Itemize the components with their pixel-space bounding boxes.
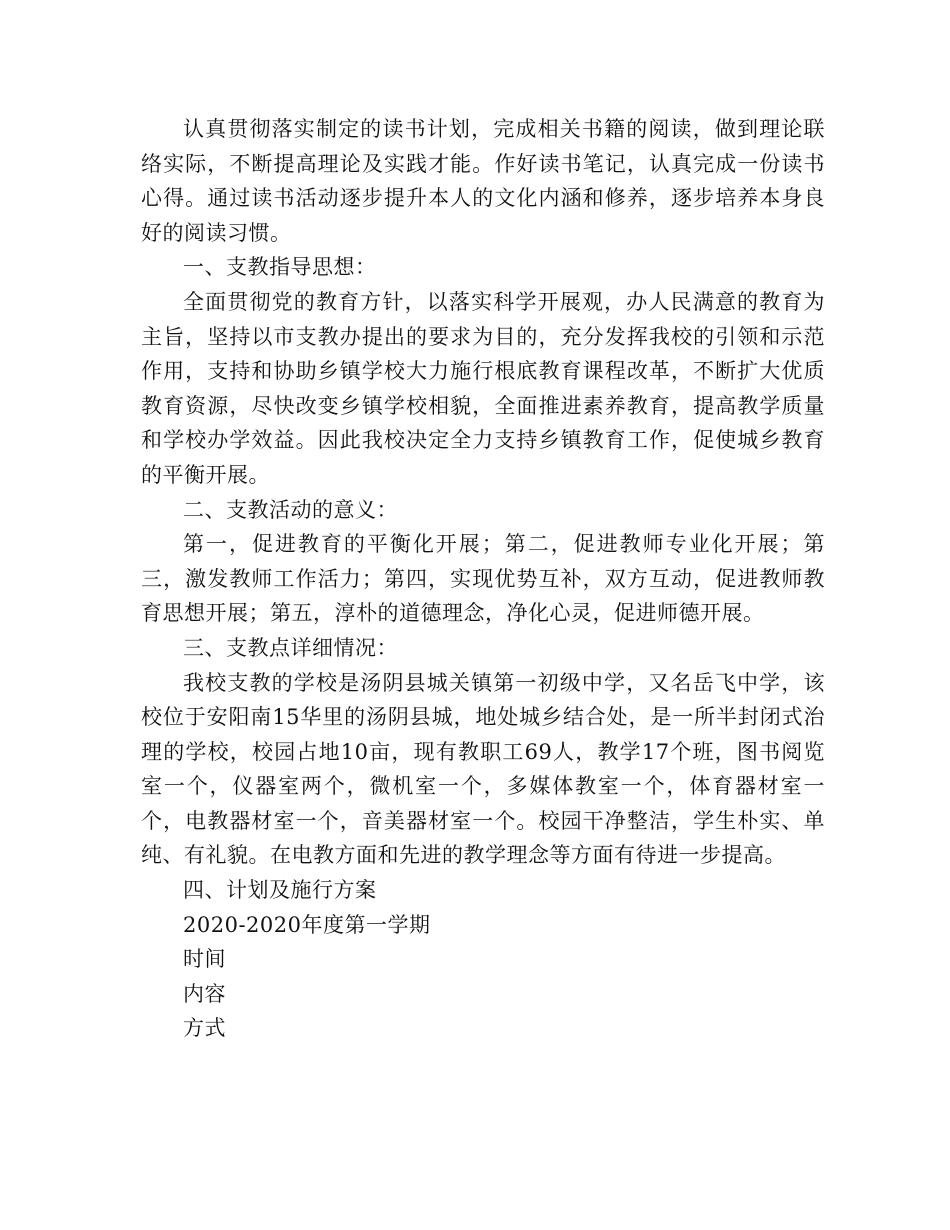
heading-significance: 二、支教活动的意义： bbox=[183, 497, 398, 522]
heading-guiding-thought: 一、支教指导思想： bbox=[183, 255, 377, 280]
label-time: 时间 bbox=[183, 947, 226, 972]
heading-plan: 四、计划及施行方案 bbox=[183, 878, 377, 903]
label-method: 方式 bbox=[183, 1016, 226, 1041]
paragraph-reading-plan: 认真贯彻落实制定的读书计划，完成相关书籍的阅读，做到理论联络实际，不断提高理论及实践才能。作好读书笔记，认真完成一份读书心得。通过读书活动逐步提升本人的文化内涵和修养，逐步培养本身良好的阅读习惯。 bbox=[141, 117, 825, 245]
paragraph-significance: 第一，促进教育的平衡化开展；第二，促进教师专业化开展；第三，激发教师工作活力；第四，实现优势互补，双方互动，促进教师教育思想开展；第五，淳朴的道德理念，净化心灵，促进师德开展。 bbox=[141, 532, 825, 626]
paragraph-school-details: 我校支教的学校是汤阴县城关镇第一初级中学，又名岳飞中学，该校位于安阳南15华里的汤阴县城，地处城乡结合处，是一所半封闭式治理的学校，校园占地10亩，现有教职工69人，教学17个班，图书阅览室一个，仪器室两个，微机室一个，多媒体教室一个，体育器材室一个，电教器材室一个，音美器材室一个。校园干净整洁，学生朴实、单纯、有礼貌。在电教方面和先进的教学理念等方面有待进一步提高。 bbox=[141, 670, 825, 868]
paragraph-guiding-thought: 全面贯彻党的教育方针，以落实科学开展观，办人民满意的教育为主旨，坚持以市支教办提出的要求为目的，充分发挥我校的引领和示范作用，支持和协助乡镇学校大力施行根底教育课程改革，不断扩大优质教育资源，尽快改变乡镇学校相貌，全面推进素养教育，提高教学质量和学校办学效益。因此我校决定全力支持乡镇教育工作，促使城乡教育的平衡开展。 bbox=[141, 289, 825, 487]
label-content: 内容 bbox=[183, 981, 226, 1006]
semester-line: 2020-2020年度第一学期 bbox=[183, 912, 431, 937]
heading-school-details: 三、支教点详细情况： bbox=[183, 635, 398, 660]
document-body bbox=[141, 112, 825, 1046]
